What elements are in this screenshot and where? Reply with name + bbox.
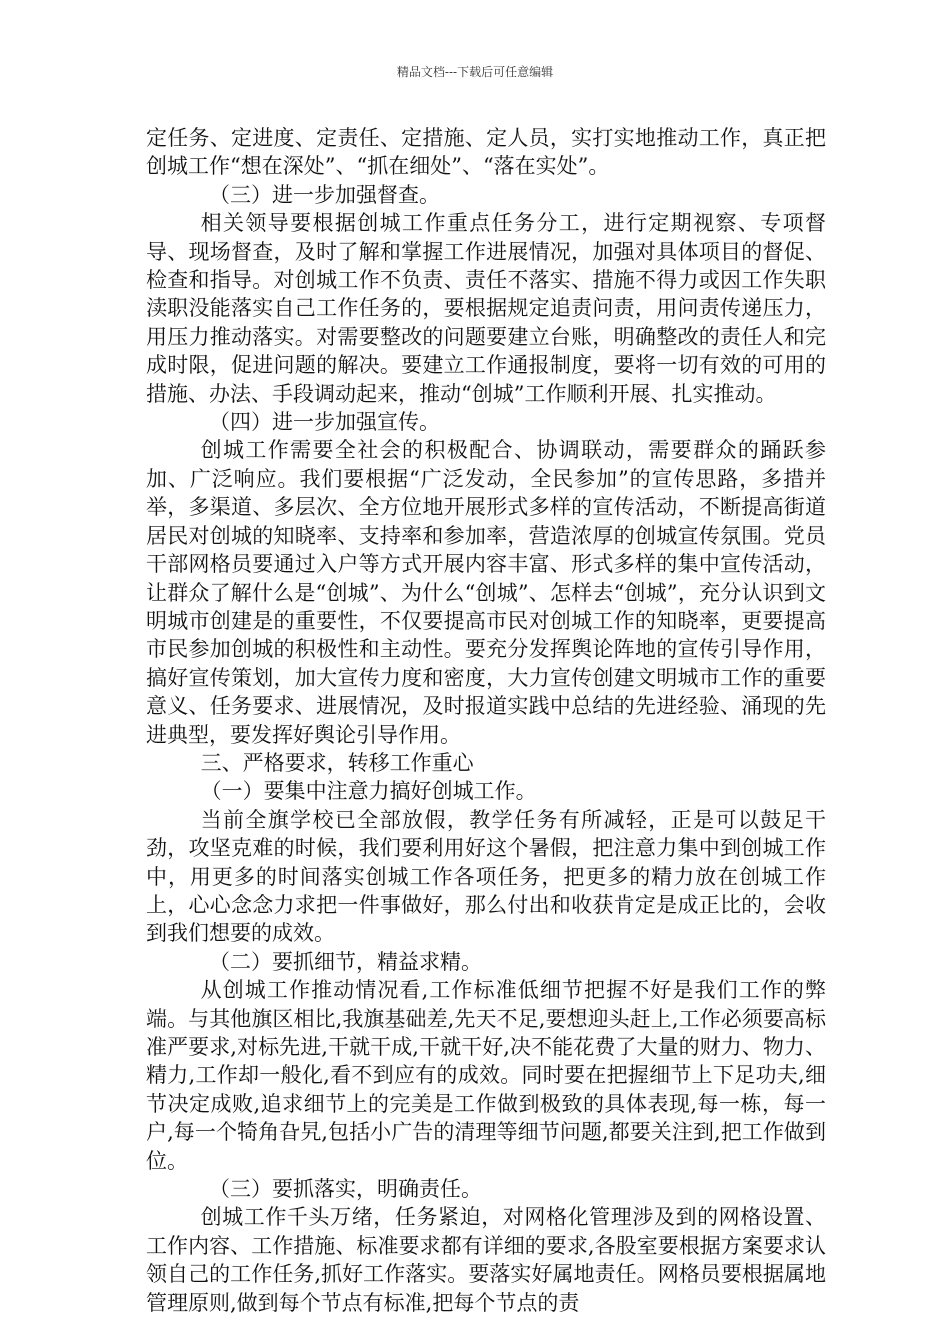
section-heading: （四）进一步加强宣传。 xyxy=(209,410,440,435)
paragraph: 从创城工作推动情况看,工作标准低细节把握不好是我们工作的弊端。与其他旗区相比,我旗基础差,先天不足,要想迎头赶上,工作必须要高标准严要求,对标先进,干就干成,干就干好,决不能花费了大量的财力、物力、精力,工作却一般化,看不到应有的成效。同时要在把握细节上下足功夫,细节决定成败,追求细节上的完美是工作做到极致的具体表现,每一栋，每一户,每一个犄角旮旯,包括小广告的清理等细节问题,都要关注到,把工作做到位。 xyxy=(146,978,826,1173)
paragraph: 当前全旗学校已全部放假，教学任务有所减轻，正是可以鼓足干劲，攻坚克难的时候，我们要利用好这个暑假，把注意力集中到创城工作中，用更多的时间落实创城工作各项任务，把更多的精力放在创城工作上，心心念念力求把一件事做好，那么付出和收获肯定是成正比的，会收到我们想要的成效。 xyxy=(146,807,826,946)
paragraph: 定任务、定进度、定责任、定措施、定人员，实打实地推动工作，真正把创城工作“想在深处”、“抓在细处”、“落在实处”。 xyxy=(146,126,826,179)
paragraph: 三、严格要求，转移工作重心 xyxy=(200,750,474,775)
section-heading: （三）进一步加强督查。 xyxy=(209,182,440,207)
page-header: 精品文档---下载后可任意编辑 xyxy=(396,65,554,79)
paragraph: 创城工作千头万绪，任务紧迫，对网格化管理涉及到的网格设置、工作内容、工作措施、标准要求都有详细的要求,各股室要根据方案要求认领自己的工作任务,抓好工作落实。要落实好属地责任。网格员要根据属地管理原则,做到每个节点有标准,把每个节点的责 xyxy=(146,1205,826,1315)
document-body xyxy=(146,124,826,1317)
section-heading: （二）要抓细节，精益求精。 xyxy=(209,949,482,974)
paragraph: 创城工作需要全社会的积极配合、协调联动，需要群众的踊跃参加、广泛响应。我们要根据“广泛发动，全民参加”的宣传思路，多措并举，多渠道、多层次、全方位地开展形式多样的宣传活动，不断提高街道居民对创城的知晓率、支持率和参加率，营造浓厚的创城宣传氛围。党员干部网格员要通过入户等方式开展内容丰富、形式多样的集中宣传活动，让群众了解什么是“创城”、为什么“创城”、怎样去“创城”，充分认识到文明城市创建是的重要性，不仅要提高市民对创城工作的知晓率，更要提高市民参加创城的积极性和主动性。要充分发挥舆论阵地的宣传引导作用，搞好宣传策划，加大宣传力度和密度，大力宣传创建文明城市工作的重要意义、任务要求、进展情况，及时报道实践中总结的先进经验、涌现的先进典型，要发挥好舆论引导作用。 xyxy=(146,438,826,747)
section-heading: （三）要抓落实，明确责任。 xyxy=(209,1177,482,1202)
paragraph: 相关领导要根据创城工作重点任务分工，进行定期视察、专项督导、现场督查，及时了解和掌握工作进展情况，加强对具体项目的督促、检查和指导。对创城工作不负责、责任不落实、措施不得力或因工作失职渎职没能落实自己工作任务的，要根据规定追责问责，用问责传递压力，用压力推动落实。对需要整改的问题要建立台账，明确整改的责任人和完成时限，促进问题的解决。要建立工作通报制度，要将一切有效的可用的措施、办法、手段调动起来，推动“创城”工作顺利开展、扎实推动。 xyxy=(146,211,826,406)
paragraph: （一）要集中注意力搞好创城工作。 xyxy=(200,779,537,804)
